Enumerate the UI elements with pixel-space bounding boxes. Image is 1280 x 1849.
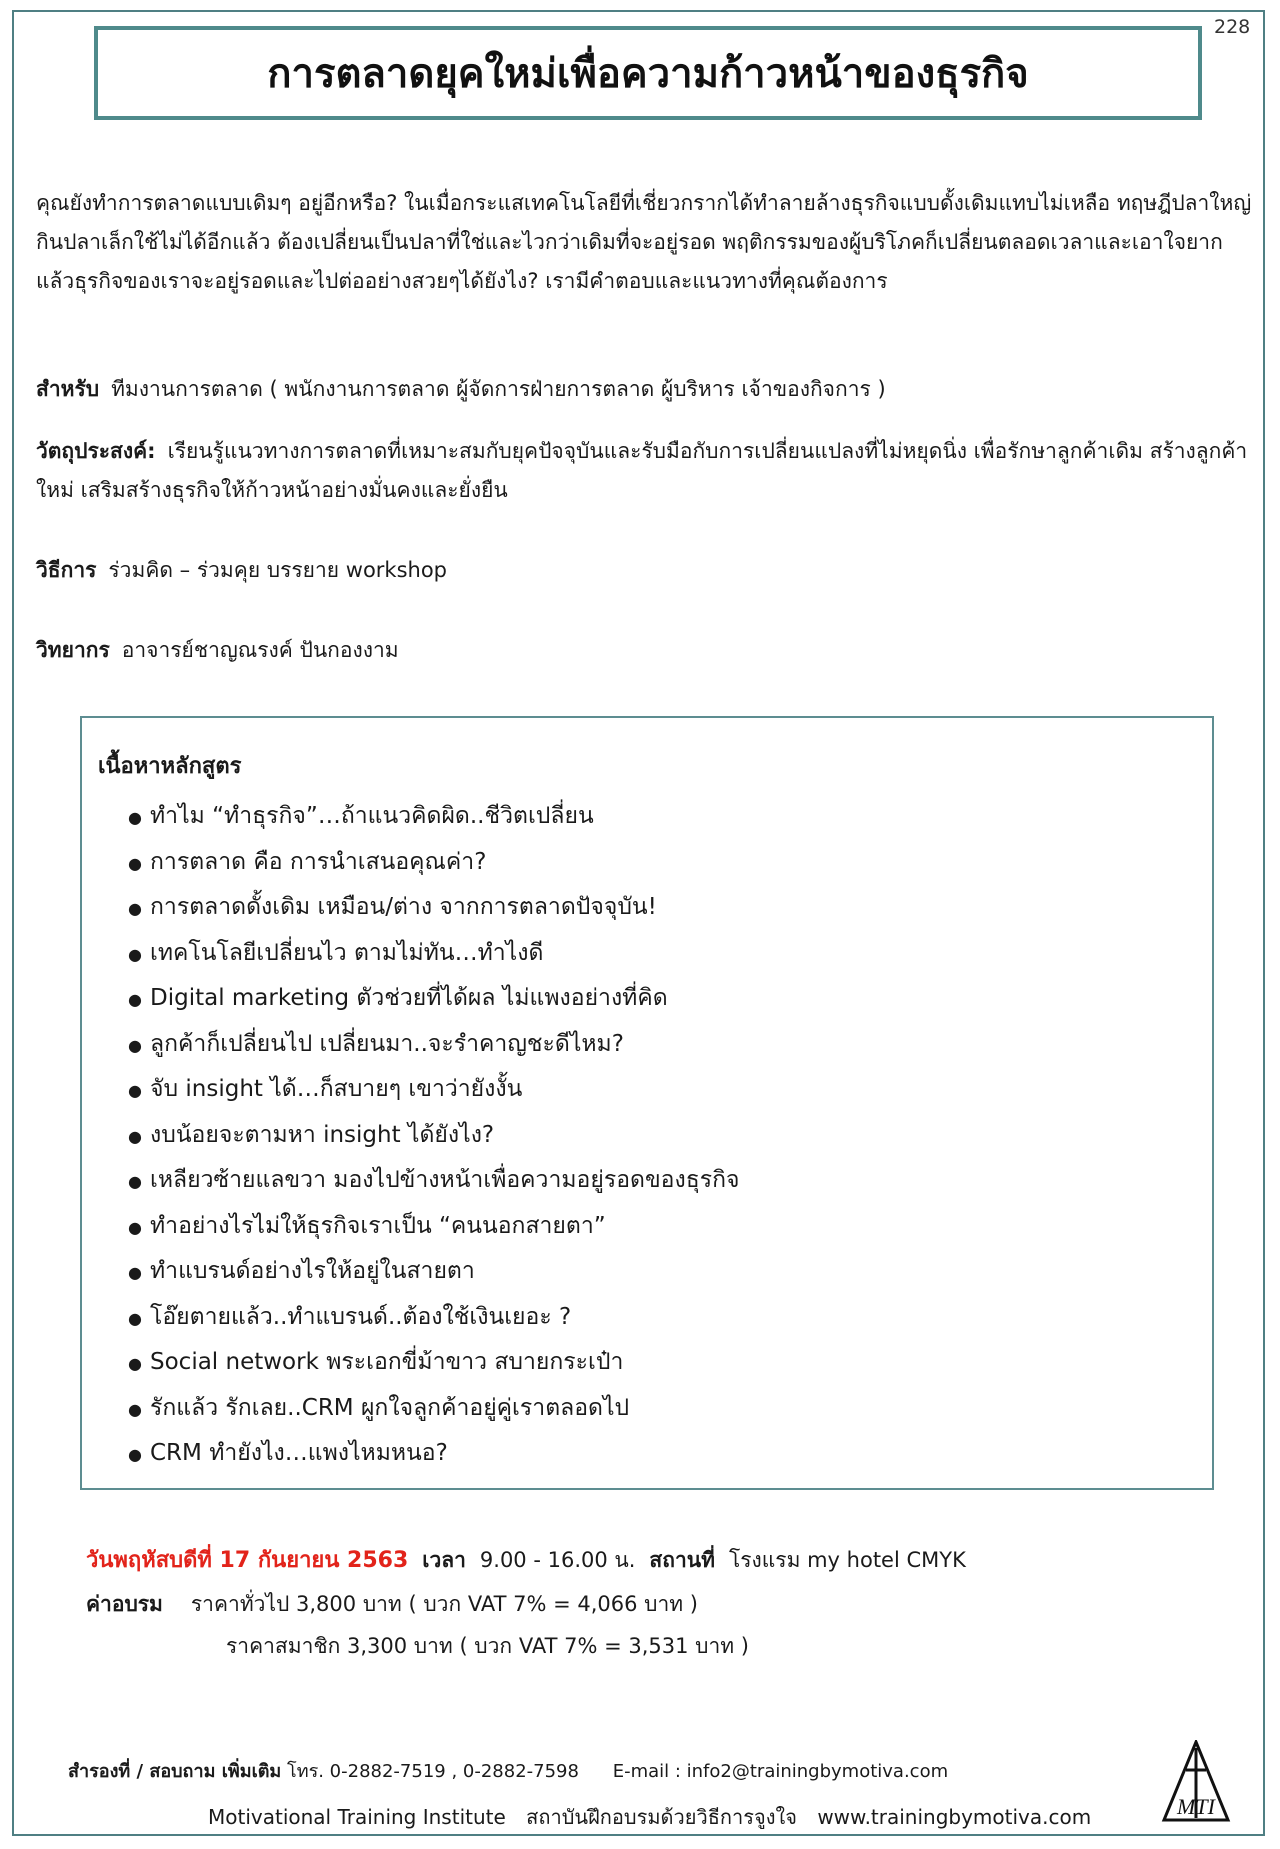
list-item: ● CRM ทำยังไง…แพงไหมหนอ? <box>128 1431 740 1477</box>
list-item: ● ทำแบรนด์อย่างไรให้อยู่ในสายตา <box>128 1249 740 1295</box>
mti-logo-icon <box>1160 1740 1232 1824</box>
list-item: ● การตลาดดั้งเดิม เหมือน/ต่าง จากการตลาดปัจจุบัน! <box>128 885 740 931</box>
bullet-icon: ● <box>128 1354 142 1373</box>
list-item: ● เทคโนโลยีเปลี่ยนไว ตามไม่ทัน…ทำไงดี <box>128 931 740 977</box>
bullet-icon: ● <box>128 1081 142 1100</box>
contact-label: สำรองที่ / สอบถาม เพิ่มเติม <box>68 1761 282 1782</box>
footer-org: Motivational Training Institute <box>208 1805 506 1829</box>
event-date-line <box>86 1542 966 1577</box>
course-outline-list <box>128 794 740 1477</box>
speaker-text: อาจารย์ชาญณรงค์ ปันกองงาม <box>121 638 399 662</box>
bullet-icon: ● <box>128 899 142 918</box>
bullet-icon: ● <box>128 990 142 1009</box>
target-audience-text: ทีมงานการตลาด ( พนักงานการตลาด ผู้จัดการฝ่ายการตลาด ผู้บริหาร เจ้าของกิจการ ) <box>111 377 886 401</box>
bullet-icon: ● <box>128 1126 142 1146</box>
bullet-icon: ● <box>128 853 142 873</box>
contact-email: E-mail : info2@trainingbymotiva.com <box>612 1761 949 1782</box>
method <box>36 551 1258 590</box>
list-item: ● จับ insight ได้…ก็สบายๆ เขาว่ายังงั้น <box>128 1067 740 1113</box>
member-price: ราคาสมาชิก 3,300 บาท ( บวก VAT 7% = 3,531 บาท ) <box>226 1634 749 1658</box>
course-outline-title: เนื้อหาหลักสูตร <box>98 754 242 779</box>
bullet-icon: ● <box>128 1263 142 1282</box>
event-fee-label: ค่าอบรม <box>86 1592 163 1616</box>
speaker <box>36 631 1258 670</box>
bullet-icon: ● <box>128 1172 142 1191</box>
footer-org-thai: สถาบันฝึกอบรมด้วยวิธีการจูงใจ <box>526 1805 797 1829</box>
bullet-icon: ● <box>128 1399 142 1419</box>
bullet-icon: ● <box>128 1217 142 1237</box>
speaker-label: วิทยากร <box>36 638 110 662</box>
list-item: ● ทำไม “ทำธุรกิจ”…ถ้าแนวคิดผิด..ชีวิตเปลี่ยน <box>128 794 740 840</box>
bullet-icon: ● <box>128 1445 142 1464</box>
general-price: ราคาทั่วไป 3,800 บาท ( บวก VAT 7% = 4,066 บาท ) <box>190 1592 698 1616</box>
method-label: วิธีการ <box>36 558 97 582</box>
bullet-icon: ● <box>128 1035 142 1055</box>
list-item: ● ทำอย่างไรไม่ให้ธุรกิจเราเป็น “คนนอกสายตา” <box>128 1204 740 1250</box>
event-venue: โรงแรม my hotel CMYK <box>728 1548 966 1572</box>
list-item: ● โอ๊ยตายแล้ว..ทำแบรนด์..ต้องใช้เงินเยอะ ? <box>128 1295 740 1341</box>
page-number: 228 <box>1214 16 1251 38</box>
intro-paragraph: คุณยังทำการตลาดแบบเดิมๆ อยู่อีกหรือ? ในเมื่อกระแสเทคโนโลยีที่เชี่ยวกรากได้ทำลายล้างธุรกิจแบบดั้งเดิมแทบไม่เหลือ ทฤษฎีปลาใหญ่กินปลาเล็กใช้ไม่ได้อีกแล้ว ต้องเปลี่ยนเป็นปลาที่ใช่และไวกว่าเดิมที่จะอยู่รอด พฤติกรรมของผู้บริโภคก็เปลี่ยนตลอดเวลาและเอาใจยาก แล้วธุรกิจของเราจะอยู่รอดและไปต่ออย่างสวยๆได้ยังไง? เรามีคำตอบและแนวทางที่คุณต้องการ <box>36 191 1252 293</box>
contact-line <box>68 1756 948 1785</box>
method-text: ร่วมคิด – ร่วมคุย บรรยาย workshop <box>108 558 448 582</box>
objective-label: วัตถุประสงค์: <box>36 439 156 463</box>
title-box <box>94 26 1202 120</box>
bullet-icon: ● <box>128 944 142 964</box>
bullet-icon: ● <box>128 1308 142 1328</box>
list-item: ● เหลียวซ้ายแลขวา มองไปข้างหน้าเพื่อความอยู่รอดของธุรกิจ <box>128 1158 740 1204</box>
page-title: การตลาดยุคใหม่เพื่อความก้าวหน้าของธุรกิจ <box>267 51 1029 97</box>
list-item: ● Social network พระเอกขี่ม้าขาว สบายกระเป๋า <box>128 1340 740 1386</box>
list-item: ● ลูกค้าก็เปลี่ยนไป เปลี่ยนมา..จะรำคาญชะดีไหม? <box>128 1022 740 1068</box>
event-venue-label: สถานที่ <box>649 1548 715 1572</box>
event-fee-line <box>86 1588 698 1621</box>
svg-text:MTI: MTI <box>1177 1794 1215 1819</box>
objective <box>36 432 1258 510</box>
objective-text: เรียนรู้แนวทางการตลาดที่เหมาะสมกับยุคปัจจุบันและรับมือกับการเปลี่ยนแปลงที่ไม่หยุดนิ่ง เพื่อรักษาลูกค้าเดิม สร้างลูกค้าใหม่ เสริมสร้างธุรกิจให้ก้าวหน้าอย่างมั่นคงและยั่งยืน <box>36 439 1248 502</box>
target-audience <box>36 370 1258 409</box>
event-date: วันพฤหัสบดีที่ 17 กันยายน 2563 <box>86 1548 409 1573</box>
target-audience-label: สำหรับ <box>36 377 100 401</box>
list-item: ● Digital marketing ตัวช่วยที่ได้ผล ไม่แพงอย่างที่คิด <box>128 976 740 1022</box>
list-item: ● รักแล้ว รักเลย..CRM ผูกใจลูกค้าอยู่คู่เราตลอดไป <box>128 1386 740 1432</box>
bullet-icon: ● <box>128 808 142 827</box>
contact-phone: โทร. 0-2882-7519 , 0-2882-7598 <box>287 1761 579 1782</box>
event-time: 9.00 - 16.00 น. <box>479 1548 636 1572</box>
course-outline-box <box>80 716 1214 1490</box>
list-item: ● การตลาด คือ การนำเสนอคุณค่า? <box>128 840 740 886</box>
footer-line <box>208 1801 1091 1833</box>
list-item: ● งบน้อยจะตามหา insight ได้ยังไง? <box>128 1113 740 1159</box>
footer-website: www.trainingbymotiva.com <box>817 1805 1092 1829</box>
event-time-label: เวลา <box>422 1548 466 1572</box>
